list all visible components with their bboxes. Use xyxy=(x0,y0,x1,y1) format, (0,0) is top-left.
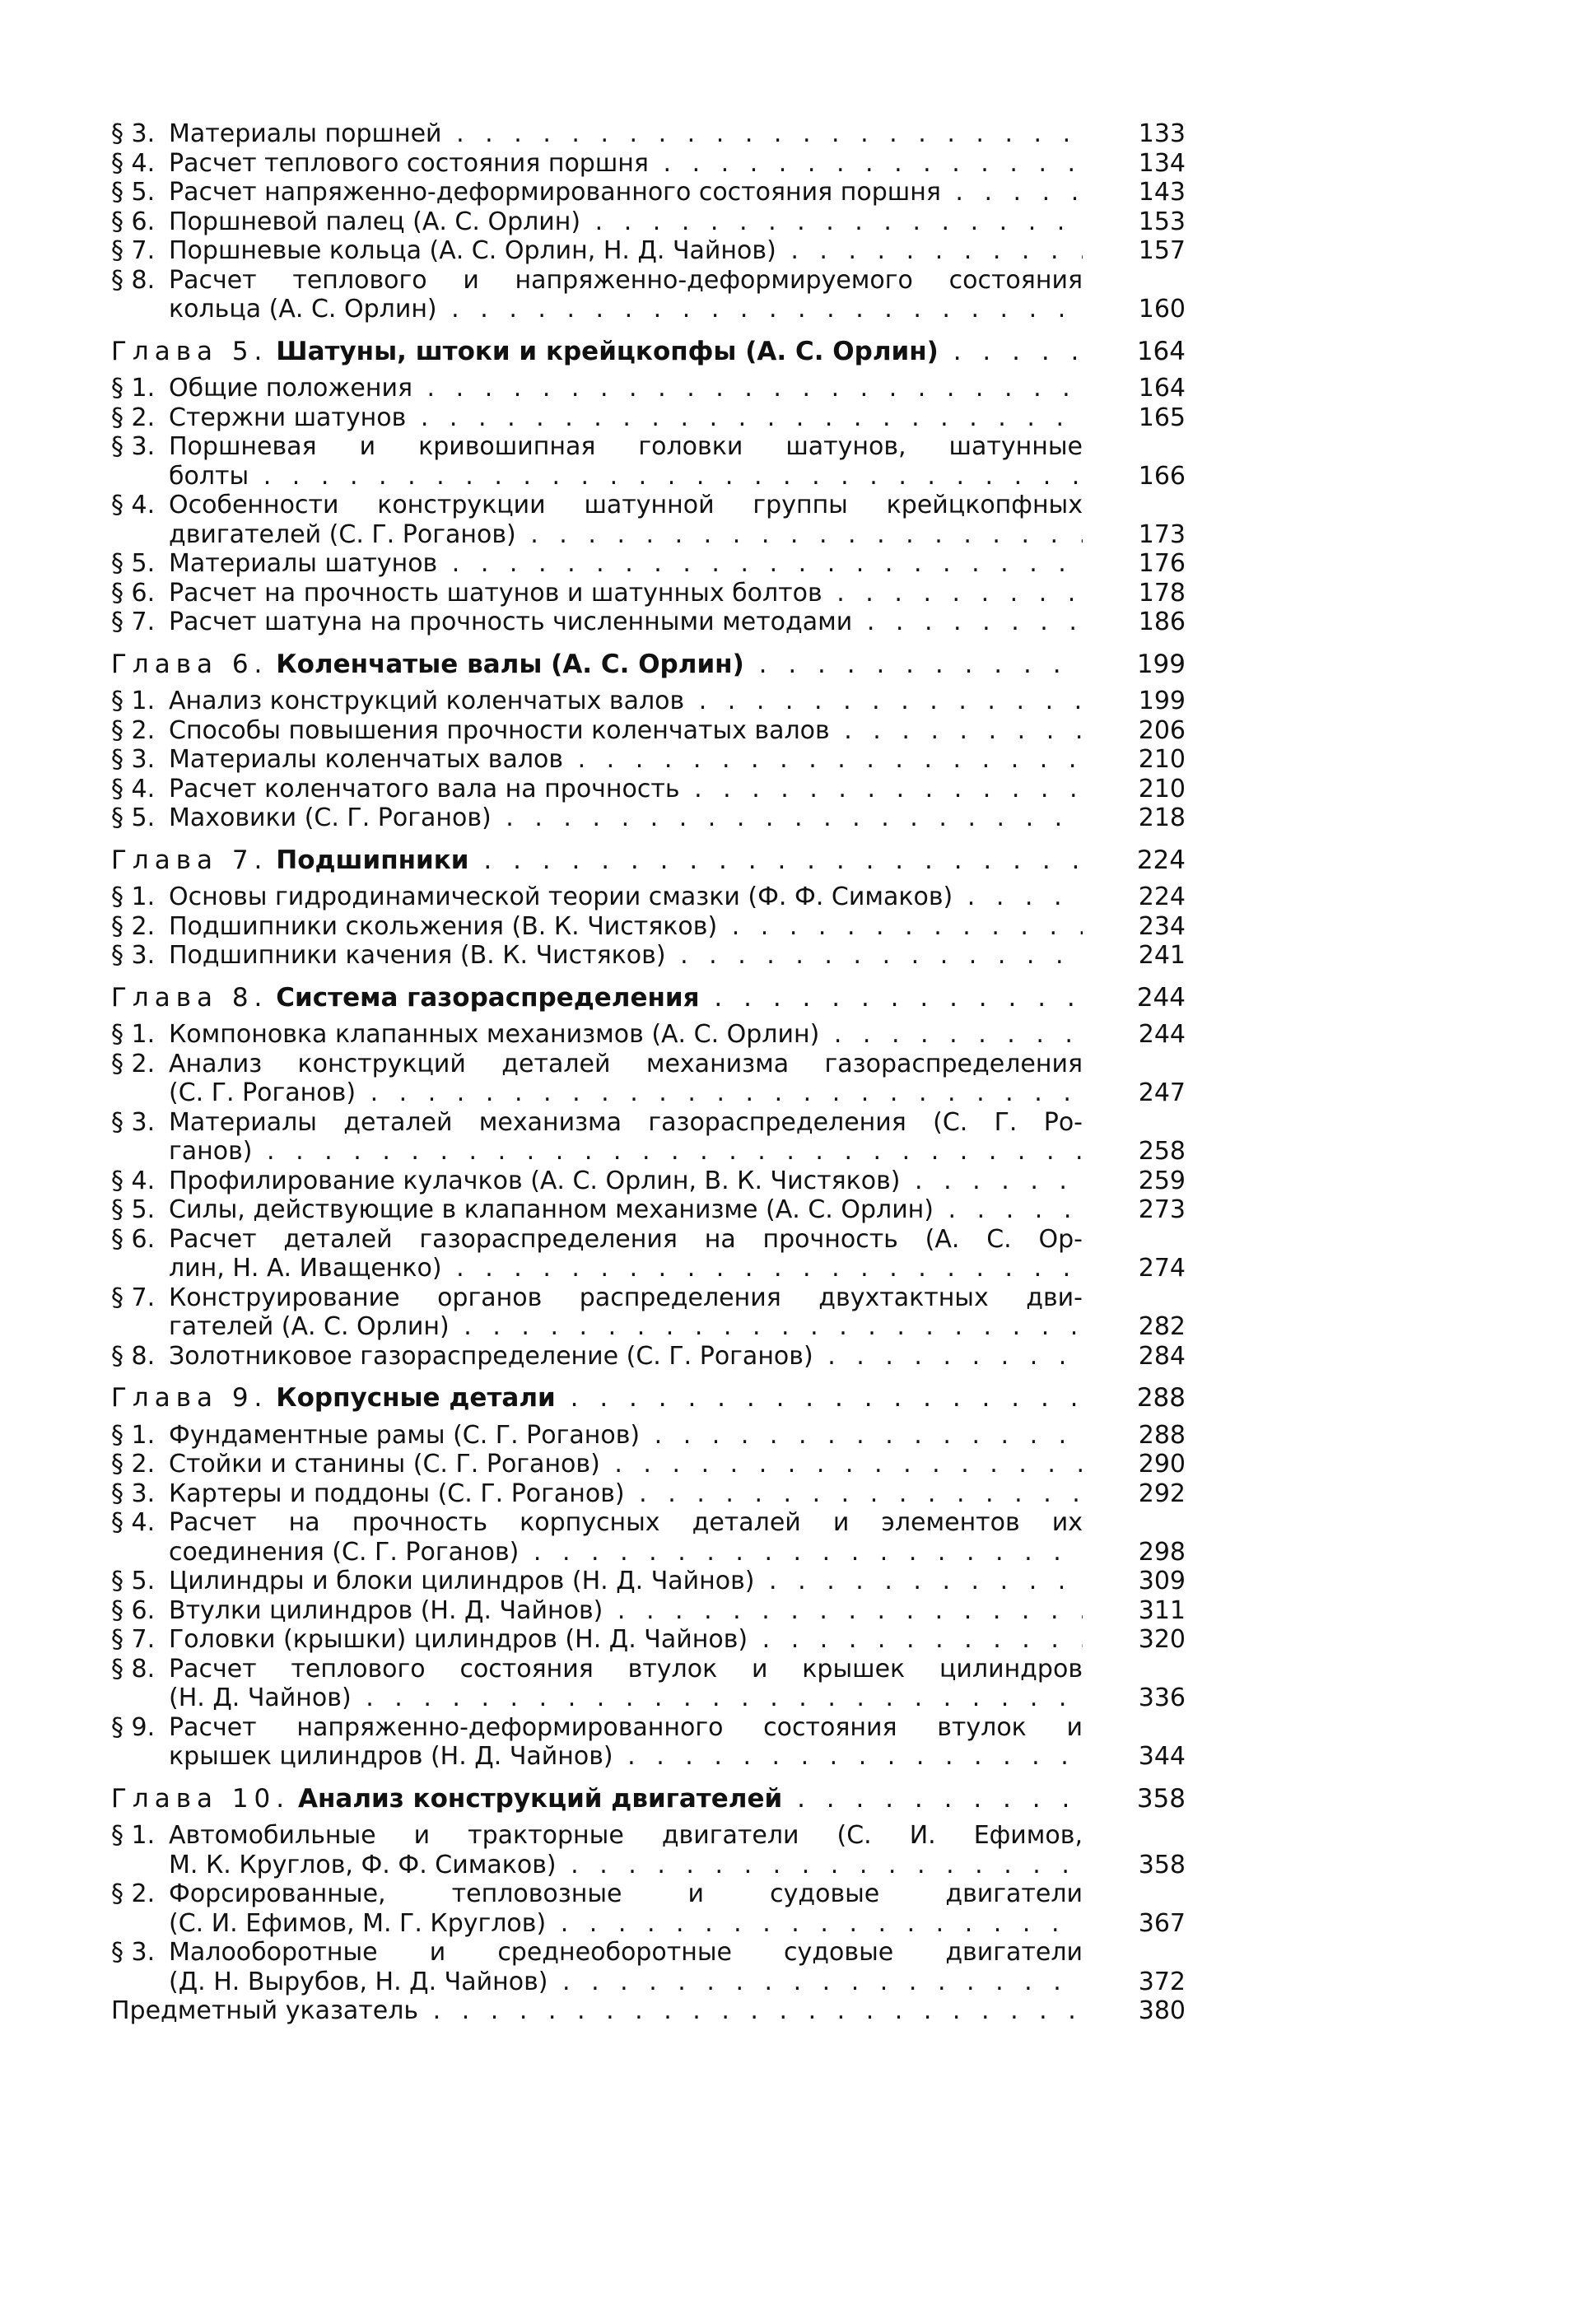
section-number: § 7. xyxy=(111,608,156,636)
page-number: 273 xyxy=(1128,1195,1186,1225)
page-number: 224 xyxy=(1128,846,1186,876)
toc-entry-title xyxy=(111,846,1084,876)
toc-entry-title xyxy=(169,1167,1083,1196)
chapter-prefix: Глава 9. xyxy=(111,1384,268,1413)
page-number: 186 xyxy=(1128,608,1186,637)
page-number: 234 xyxy=(1128,912,1186,942)
toc-entry-title xyxy=(169,941,1083,971)
toc-entry-line: Поршневые кольца (А. С. Орлин, Н. Д. Чайнов) xyxy=(169,236,776,265)
page-number: 288 xyxy=(1128,1384,1186,1413)
section-number: § 4. xyxy=(111,491,156,519)
toc-entry-title xyxy=(169,1508,1083,1567)
toc-entry-line: лин, Н. А. Иващенко) xyxy=(169,1254,442,1283)
page-number: 258 xyxy=(1128,1137,1186,1167)
page-number: 282 xyxy=(1128,1312,1186,1342)
toc-entry-line: (С. И. Ефимов, М. Г. Круглов) xyxy=(169,1908,547,1938)
toc-entry-title xyxy=(169,1879,1083,1938)
page-number: 157 xyxy=(1128,236,1186,266)
section-number: § 4. xyxy=(111,1166,156,1195)
section-number: § 6. xyxy=(111,578,156,608)
toc-entry-title xyxy=(169,1938,1083,1996)
section-number: § 2. xyxy=(111,715,156,745)
page-number: 290 xyxy=(1128,1450,1186,1479)
toc-entry-title xyxy=(169,549,1083,579)
toc-entry-title xyxy=(169,1283,1083,1342)
page-number: 309 xyxy=(1128,1567,1186,1596)
chapter-title: Подшипники xyxy=(276,845,469,875)
toc-entry-line: соединения (С. Г. Роганов) xyxy=(169,1537,520,1567)
page-number: 134 xyxy=(1128,149,1186,179)
section-number: § 3. xyxy=(111,941,156,970)
page-number: 166 xyxy=(1128,462,1186,491)
section-number: § 1. xyxy=(111,374,156,403)
section-number: § 2. xyxy=(111,1450,156,1479)
toc-entry-title xyxy=(111,984,1084,1013)
toc-entry-line: Золотниковое газораспределение (С. Г. Роганов) xyxy=(169,1341,813,1371)
toc-entry-title xyxy=(169,1195,1083,1225)
chapter-prefix: Глава 8. xyxy=(111,983,268,1013)
section-number: § 1. xyxy=(111,687,156,715)
toc-entry-line: Расчет теплового состояния втулок и крышек цилиндров xyxy=(169,1654,1083,1684)
page-number: 143 xyxy=(1128,178,1186,207)
page-number: 311 xyxy=(1128,1596,1186,1626)
section-number: § 2. xyxy=(111,1879,156,1908)
section-number: § 3. xyxy=(111,432,156,461)
section-number: § 1. xyxy=(111,1420,156,1450)
toc-entry-line: Поршневая и кривошипная головки шатунов, шатунные xyxy=(169,432,1083,461)
toc-entry-title xyxy=(111,1785,1084,1814)
toc-entry-title xyxy=(169,1342,1083,1372)
toc-entry-title xyxy=(169,1567,1083,1596)
chapter-title: Коленчатые валы (А. С. Орлин) xyxy=(276,650,744,679)
section-number: § 7. xyxy=(111,236,156,265)
toc-entry-line: Профилирование кулачков (А. С. Орлин, В. К. Чистяков) xyxy=(169,1166,901,1195)
page-number: 153 xyxy=(1128,207,1186,237)
toc-entry-title xyxy=(169,745,1083,775)
toc-entry-line: Анализ конструкций деталей механизма газораспределения xyxy=(169,1049,1083,1078)
toc-entry-line: Расчет коленчатого вала на прочность xyxy=(169,774,680,803)
toc-entry-title xyxy=(169,1108,1083,1167)
chapter-prefix: Глава 5. xyxy=(111,337,268,366)
toc-entry-title xyxy=(169,491,1083,549)
toc-entry-line: Форсированные, тепловозные и судовые двигатели xyxy=(169,1879,1083,1908)
section-number: § 3. xyxy=(111,119,156,148)
toc-entry-line: Материалы поршней xyxy=(169,119,442,148)
toc-entry-line: Стойки и станины (С. Г. Роганов) xyxy=(169,1450,600,1479)
toc-entry-title xyxy=(169,1421,1083,1451)
section-number: § 8. xyxy=(111,265,156,295)
toc-entry-title xyxy=(169,687,1083,716)
toc-entry-title xyxy=(169,1225,1083,1283)
toc-entry-title xyxy=(169,236,1083,266)
chapter-prefix: Глава 10. xyxy=(111,1784,291,1814)
page-number: 199 xyxy=(1128,650,1186,680)
section-number: § 5. xyxy=(111,549,156,578)
page-number: 284 xyxy=(1128,1342,1186,1372)
toc-entry-title xyxy=(169,432,1083,491)
page-number: 358 xyxy=(1128,1785,1186,1814)
page-number: 133 xyxy=(1128,119,1186,149)
toc-entry-line: Силы, действующие в клапанном механизме (А. С. Орлин) xyxy=(169,1195,934,1224)
toc-entry-line: Расчет на прочность корпусных деталей и элементов их xyxy=(169,1508,1083,1537)
toc-entry-line: Фундаментные рамы (С. Г. Роганов) xyxy=(169,1420,641,1450)
toc-entry-line: Особенности конструкции шатунной группы крейцкопфных xyxy=(169,491,1083,519)
section-number: § 2. xyxy=(111,1049,156,1078)
section-number: § 7. xyxy=(111,1625,156,1654)
page-number: 173 xyxy=(1128,520,1186,550)
toc-entry-line: ганов) xyxy=(169,1137,253,1166)
page-number: 336 xyxy=(1128,1684,1186,1713)
toc-entry-line: Материалы коленчатых валов xyxy=(169,745,564,774)
section-number: § 5. xyxy=(111,1567,156,1595)
section-number: § 2. xyxy=(111,911,156,941)
toc-entry-line: (Н. Д. Чайнов) xyxy=(169,1684,352,1712)
section-number: § 1. xyxy=(111,1020,156,1049)
toc-entry-line: (С. Г. Роганов) xyxy=(169,1078,356,1107)
toc-entry-title xyxy=(169,716,1083,746)
chapter-title: Корпусные детали xyxy=(276,1384,556,1413)
page-number: 274 xyxy=(1128,1254,1186,1283)
toc-entry-title xyxy=(169,1050,1083,1108)
toc-entry-title xyxy=(169,119,1083,149)
toc-entry-line: болты xyxy=(169,461,249,491)
toc-entry-title xyxy=(169,207,1083,237)
toc-entry-line: крышек цилиндров (Н. Д. Чайнов) xyxy=(169,1742,613,1771)
toc-entry-title xyxy=(169,1020,1083,1050)
toc-entry-title xyxy=(169,1625,1083,1655)
section-number: § 5. xyxy=(111,803,156,832)
toc-entry-line: Расчет теплового состояния поршня xyxy=(169,148,649,178)
toc-entry-line: Общие положения xyxy=(169,374,413,403)
page-number: 259 xyxy=(1128,1167,1186,1196)
toc-entry-line: Расчет на прочность шатунов и шатунных болтов xyxy=(169,578,822,608)
page-number: 344 xyxy=(1128,1742,1186,1772)
toc-entry-title xyxy=(169,1450,1083,1479)
chapter-title: Система газораспределения xyxy=(276,983,700,1013)
page-number: 210 xyxy=(1128,775,1186,804)
page-number: 224 xyxy=(1128,883,1186,912)
page-number: 292 xyxy=(1128,1479,1186,1509)
page-number: 288 xyxy=(1128,1421,1186,1451)
section-number: § 2. xyxy=(111,403,156,432)
section-number: § 6. xyxy=(111,1595,156,1625)
toc-entry-line: Расчет деталей газораспределения на прочность (А. С. Ор- xyxy=(169,1224,1083,1254)
toc-entry-title xyxy=(169,912,1083,942)
page-number: 164 xyxy=(1128,338,1186,367)
toc-entry-line: Расчет шатуна на прочность численными методами xyxy=(169,608,853,636)
toc-entry-line: Компоновка клапанных механизмов (А. С. Орлин) xyxy=(169,1020,820,1049)
section-number: § 6. xyxy=(111,207,156,236)
page-number: 165 xyxy=(1128,403,1186,433)
section-number: § 3. xyxy=(111,1107,156,1137)
toc-entry-title xyxy=(169,1713,1083,1772)
toc-entry-line: Втулки цилиндров (Н. Д. Чайнов) xyxy=(169,1595,603,1625)
toc-entry-line: Подшипники скольжения (В. К. Чистяков) xyxy=(169,911,718,941)
toc-entry-line: Стержни шатунов xyxy=(169,403,407,432)
toc-entry-line: Малооборотные и среднеоборотные судовые двигатели xyxy=(169,1938,1083,1967)
toc-entry-title xyxy=(169,1821,1083,1879)
toc-entry-line: Анализ конструкций коленчатых валов xyxy=(169,687,685,715)
page-number: 160 xyxy=(1128,295,1186,324)
page-number: 244 xyxy=(1128,1020,1186,1050)
page-number: 247 xyxy=(1128,1078,1186,1108)
toc-entry-line: Расчет напряженно-деформированного состояния поршня xyxy=(169,178,941,207)
toc-entry-line: Головки (крышки) цилиндров (Н. Д. Чайнов) xyxy=(169,1625,748,1654)
page-number: 244 xyxy=(1128,984,1186,1013)
chapter-title: Шатуны, штоки и крейцкопфы (А. С. Орлин) xyxy=(276,337,939,366)
toc-entry-line: Конструирование органов распределения двухтактных дви- xyxy=(169,1283,1083,1312)
toc-entry-title xyxy=(111,1996,1083,2026)
toc-entry-title xyxy=(111,1384,1084,1413)
toc-entry-line: М. К. Круглов, Ф. Ф. Симаков) xyxy=(169,1850,557,1879)
toc-entry-line: Маховики (С. Г. Роганов) xyxy=(169,803,492,832)
toc-entry-line: Поршневой палец (А. С. Орлин) xyxy=(169,207,581,236)
section-number: § 5. xyxy=(111,178,156,207)
toc-entry-title xyxy=(169,149,1083,179)
toc-entry-line: Предметный указатель xyxy=(111,1996,419,2025)
toc-entry-line: гателей (А. С. Орлин) xyxy=(169,1312,450,1341)
page-number: 358 xyxy=(1128,1851,1186,1880)
page-number: 320 xyxy=(1128,1625,1186,1655)
page-number: 241 xyxy=(1128,941,1186,971)
chapter-prefix: Глава 6. xyxy=(111,650,268,679)
toc-entry-title xyxy=(169,374,1083,403)
toc-entry-line: (Д. Н. Вырубов, Н. Д. Чайнов) xyxy=(169,1967,548,1996)
toc-entry-line: Материалы деталей механизма газораспределения (С. Г. Ро- xyxy=(169,1107,1083,1137)
toc-entry-title xyxy=(169,178,1083,207)
chapter-prefix: Глава 7. xyxy=(111,845,268,875)
section-number: § 8. xyxy=(111,1341,156,1371)
page-number: 176 xyxy=(1128,549,1186,579)
chapter-title: Анализ конструкций двигателей xyxy=(298,1784,783,1814)
page-number: 199 xyxy=(1128,687,1186,716)
toc-entry-title xyxy=(111,338,1084,367)
page-number: 164 xyxy=(1128,374,1186,403)
toc-entry-title xyxy=(169,775,1083,804)
section-number: § 4. xyxy=(111,1508,156,1537)
section-number: § 7. xyxy=(111,1283,156,1312)
toc-entry-title xyxy=(111,650,1084,680)
page-number: 218 xyxy=(1128,803,1186,833)
toc-entry-line: Расчет теплового и напряженно-деформируемого состояния xyxy=(169,265,1083,295)
toc-entry-line: Способы повышения прочности коленчатых валов xyxy=(169,715,830,745)
toc-entry-line: Расчет напряженно-деформированного состояния втулок и xyxy=(169,1712,1083,1742)
toc-entry-title xyxy=(169,803,1083,833)
toc-entry-title xyxy=(169,266,1083,324)
section-number: § 3. xyxy=(111,1479,156,1508)
page-number: 380 xyxy=(1128,1996,1186,2026)
toc-entry-title xyxy=(169,1655,1083,1713)
toc-entry-line: Подшипники качения (В. К. Чистяков) xyxy=(169,941,666,970)
section-number: § 4. xyxy=(111,774,156,803)
page-number: 206 xyxy=(1128,716,1186,746)
section-number: § 8. xyxy=(111,1654,156,1684)
toc-entry-title xyxy=(169,608,1083,637)
page-number: 298 xyxy=(1128,1538,1186,1567)
toc-entry-line: Картеры и поддоны (С. Г. Роганов) xyxy=(169,1479,625,1508)
section-number: § 6. xyxy=(111,1224,156,1254)
toc-entry-line: Автомобильные и тракторные двигатели (С. И. Ефимов, xyxy=(169,1821,1083,1850)
section-number: § 5. xyxy=(111,1195,156,1224)
page-number: 178 xyxy=(1128,579,1186,608)
toc-entry-line: двигателей (С. Г. Роганов) xyxy=(169,519,516,549)
toc-entry-line: Материалы шатунов xyxy=(169,549,438,578)
toc-entry-line: Основы гидродинамической теории смазки (Ф. Ф. Симаков) xyxy=(169,883,953,911)
section-number: § 1. xyxy=(111,1821,156,1850)
toc-entry-title xyxy=(169,403,1083,433)
page-number: 367 xyxy=(1128,1909,1186,1939)
section-number: § 3. xyxy=(111,1938,156,1967)
toc-entry-title xyxy=(169,883,1083,912)
section-number: § 9. xyxy=(111,1712,156,1742)
section-number: § 4. xyxy=(111,148,156,178)
toc-entry-line: кольца (А. С. Орлин) xyxy=(169,295,437,324)
section-number: § 3. xyxy=(111,745,156,774)
toc-entry-line: Цилиндры и блоки цилиндров (Н. Д. Чайнов) xyxy=(169,1567,755,1595)
page-number: 372 xyxy=(1128,1968,1186,1997)
toc-entry-title xyxy=(169,1479,1083,1509)
section-number: § 1. xyxy=(111,883,156,911)
page-number: 210 xyxy=(1128,745,1186,775)
toc-entry-title xyxy=(169,1596,1083,1626)
toc-entry-title xyxy=(169,579,1083,608)
